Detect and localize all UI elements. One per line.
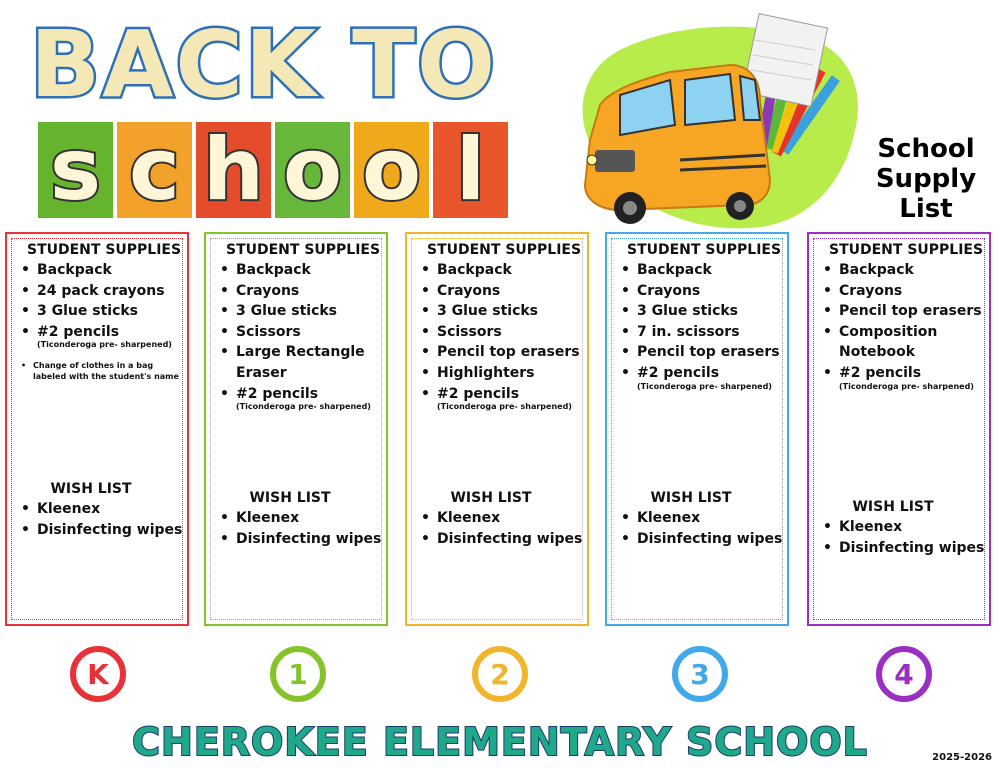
title-tile (275, 122, 350, 218)
list-item: • Kleenex (637, 508, 783, 529)
student-supplies-heading: STUDENT SUPPLIES (27, 242, 182, 258)
list-item: • Disinfecting wipes (37, 520, 183, 541)
pencil-note: (Ticonderoga pre- sharpened) (437, 402, 572, 412)
title-tile-letter: o (282, 120, 343, 220)
list-item: • 24 pack crayons (37, 281, 183, 302)
title-tile (117, 122, 192, 218)
list-item: • #2 pencils (236, 384, 382, 405)
list-item: • Scissors (236, 322, 382, 343)
grade-3-badge: 3 (672, 646, 728, 702)
pencil-note: (Ticonderoga pre- sharpened) (839, 381, 974, 391)
grade-k-badge: K (70, 646, 126, 702)
student-supplies-heading: STUDENT SUPPLIES (627, 242, 782, 258)
grade-2-badge: 2 (472, 646, 528, 702)
school-bus-icon (560, 10, 860, 230)
title-tile-letter: c (129, 120, 180, 220)
list-item: • Crayons (637, 281, 783, 302)
list-item: • Backpack (236, 260, 382, 281)
title-tile (354, 122, 429, 218)
list-item: • Disinfecting wipes (637, 529, 783, 550)
student-supplies-section (419, 242, 583, 416)
list-item: • Backpack (437, 260, 583, 281)
extra-note: • Change of clothes in a bag labeled with the student's name (19, 360, 183, 382)
wish-list (419, 508, 583, 549)
list-item: • Crayons (236, 281, 382, 302)
wish-list (218, 508, 382, 549)
pencil-note: (Ticonderoga pre- sharpened) (637, 381, 772, 391)
supply-list (218, 260, 382, 404)
student-supplies-section (19, 242, 183, 382)
student-supplies-section (619, 242, 783, 396)
title-back-to-text: BACK TO (30, 11, 498, 118)
supply-title-line: Supply (875, 164, 977, 194)
supply-title-line: List (899, 194, 953, 224)
student-supplies-section (821, 242, 985, 396)
wish-list-heading: WISH LIST (650, 490, 732, 506)
wish-list-section (821, 499, 985, 558)
student-supplies-heading: STUDENT SUPPLIES (226, 242, 381, 258)
list-item: • Highlighters (437, 363, 583, 384)
grade-4-column (807, 232, 991, 626)
title-back-to (30, 10, 550, 120)
list-item: • 7 in. scissors (637, 322, 783, 343)
wish-list (821, 517, 985, 558)
wish-list-section (419, 490, 583, 549)
list-item: • #2 pencils (437, 384, 583, 405)
title-tile (433, 122, 508, 218)
list-item: • 3 Glue sticks (236, 301, 382, 322)
student-supplies-heading: STUDENT SUPPLIES (427, 242, 582, 258)
grade-2-column (405, 232, 589, 626)
list-item: • Disinfecting wipes (437, 529, 583, 550)
list-item: • 3 Glue sticks (437, 301, 583, 322)
grade-1-column (204, 232, 388, 626)
list-item: • Pencil top erasers (437, 342, 583, 363)
wish-list (619, 508, 783, 549)
pencil-note: (Ticonderoga pre- sharpened) (236, 402, 371, 412)
list-item: • Backpack (37, 260, 183, 281)
list-item: • Composition Notebook (839, 322, 985, 363)
list-item: • 3 Glue sticks (37, 301, 183, 322)
title-tile-letter: s (49, 120, 102, 220)
list-item: • Disinfecting wipes (236, 529, 382, 550)
list-item: • Kleenex (437, 508, 583, 529)
grade-4-badge: 4 (876, 646, 932, 702)
wish-list (19, 499, 183, 540)
grade-k-column (5, 232, 189, 626)
title-tile-letter: o (361, 120, 422, 220)
wish-list-section (218, 490, 382, 549)
supply-list (19, 260, 183, 342)
list-item: • Disinfecting wipes (839, 538, 985, 559)
student-supplies-section (218, 242, 382, 416)
list-item: • Backpack (637, 260, 783, 281)
supply-list (821, 260, 985, 384)
school-name: CHEROKEE ELEMENTARY SCHOOL (132, 720, 868, 764)
grade-1-badge: 1 (270, 646, 326, 702)
supply-title-line: School (877, 134, 975, 164)
grade-3-column (605, 232, 789, 626)
title-tile (196, 122, 271, 218)
wish-list-heading: WISH LIST (50, 481, 132, 497)
supply-list-title (866, 134, 986, 224)
list-item: • Kleenex (839, 517, 985, 538)
wish-list-heading: WISH LIST (450, 490, 532, 506)
wish-list-heading: WISH LIST (852, 499, 934, 515)
list-item: • Scissors (437, 322, 583, 343)
pencil-note: (Ticonderoga pre- sharpened) (37, 340, 172, 350)
list-item: • Crayons (437, 281, 583, 302)
list-item: • #2 pencils (637, 363, 783, 384)
wish-list-section (619, 490, 783, 549)
title-tile-letter: h (202, 120, 265, 220)
list-item: • 3 Glue sticks (637, 301, 783, 322)
title-tile (38, 122, 113, 218)
list-item: • Crayons (839, 281, 985, 302)
supply-list (619, 260, 783, 384)
student-supplies-heading: STUDENT SUPPLIES (829, 242, 984, 258)
list-item: • Pencil top erasers (637, 342, 783, 363)
list-item: • Kleenex (37, 499, 183, 520)
list-item: • Pencil top erasers (839, 301, 985, 322)
title-school-tiles (38, 122, 508, 218)
list-item: • Large Rectangle Eraser (236, 342, 382, 383)
list-item: • #2 pencils (37, 322, 183, 343)
supply-list (419, 260, 583, 404)
wish-list-heading: WISH LIST (249, 490, 331, 506)
list-item: • Kleenex (236, 508, 382, 529)
list-item: • Backpack (839, 260, 985, 281)
list-item: • #2 pencils (839, 363, 985, 384)
wish-list-section (19, 481, 183, 540)
title-tile-letter: l (455, 120, 486, 220)
school-year: 2025-2026 (932, 752, 992, 763)
